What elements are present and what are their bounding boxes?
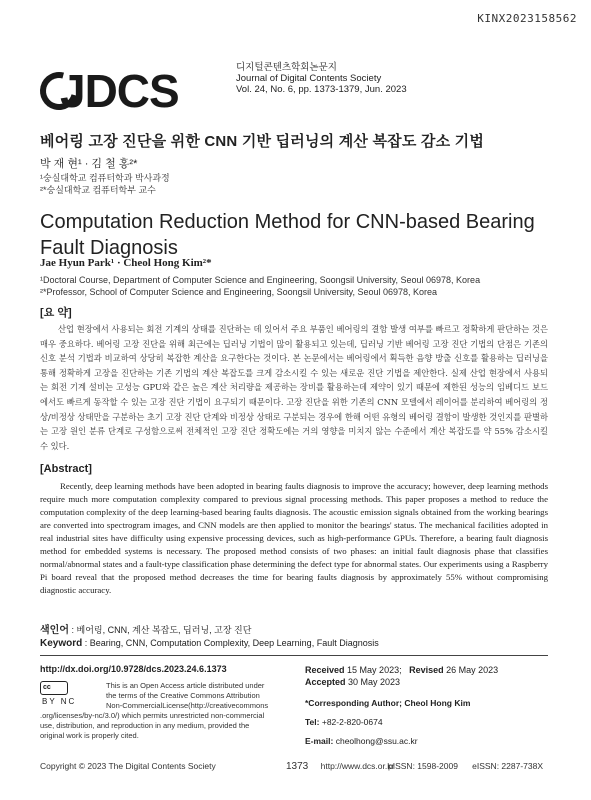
keywords-en-values: : Bearing, CNN, Computation Complexity, Deep Learning, Fault Diagnosis xyxy=(84,638,379,648)
logo-text: JDCS xyxy=(60,65,179,117)
license-line-5: use, distribution, and reproduction in any medium, provided the xyxy=(40,721,250,730)
journal-name-ko: 디지털콘텐츠학회논문지 xyxy=(236,62,337,73)
received-date: 15 May 2023; xyxy=(347,665,402,675)
accepted-date: 30 May 2023 xyxy=(348,677,401,687)
divider xyxy=(40,655,548,656)
license-line-2: the terms of the Creative Commons Attribution xyxy=(106,691,260,700)
affiliation-ko-2: ²*숭실대학교 컴퓨터학부 교수 xyxy=(40,185,156,195)
authors-english: Jae Hyun Park¹ · Cheol Hong Kim²* xyxy=(40,257,212,269)
affiliations-korean xyxy=(40,172,170,196)
affiliation-en-1: ¹Doctoral Course, Department of Computer Science and Engineering, Soongsil University, Seoul 06978, Korea xyxy=(40,275,481,285)
journal-info xyxy=(236,62,407,95)
journal-volume: Vol. 24, No. 6, pp. 1373-1379, Jun. 2023 xyxy=(236,84,407,95)
email-value[interactable]: cheolhong@ssu.ac.kr xyxy=(335,736,418,746)
tel-label: Tel: xyxy=(305,717,320,727)
footer-copyright: Copyright © 2023 The Digital Contents Society xyxy=(40,761,216,771)
article-dates xyxy=(305,664,498,688)
license-line-4: .org/licenses/by-nc/3.0/) which permits unrestricted non-commercial xyxy=(40,711,265,720)
journal-name-en: Journal of Digital Contents Society xyxy=(236,73,382,84)
received-label: Received xyxy=(305,665,345,675)
abstract-en-heading: [Abstract] xyxy=(40,463,92,475)
email-label: E-mail: xyxy=(305,736,334,746)
accepted-label: Accepted xyxy=(305,677,346,687)
pissn: pISSN: 1598-2009 xyxy=(388,761,458,771)
document-id: KINX2023158562 xyxy=(477,12,577,25)
keywords-korean xyxy=(40,621,251,636)
keywords-ko-values: : 베어링, CNN, 계산 복잡도, 딥러닝, 고장 진단 xyxy=(71,625,252,635)
cc-license-icon: cc xyxy=(40,681,68,695)
by-nc-icon: BY NC xyxy=(42,697,77,706)
authors-korean: 박 재 현¹ · 김 철 홍²* xyxy=(40,158,138,170)
title-korean: 베어링 고장 진단을 위한 CNN 기반 딥러닝의 계산 복잡도 감소 기법 xyxy=(40,133,485,150)
page-number: 1373 xyxy=(286,761,309,772)
revised-label: Revised xyxy=(409,665,444,675)
license-line-3: Non-CommercialLicense(http://creativecommons xyxy=(106,701,269,710)
abstract-english: Recently, deep learning methods have been adopted in bearing faults diagnosis to improve the accuracy; however, deep learning methods require much more computation complexity compared to previous signal processing methods. This paper proposes a method to reduce the computation complexity of the deep learning-based bearing faults diagnosis. The acoustic emission signals obtained from the working bearings are converted into spectrogram images, and CNN models are then applied to monitor the bearings' status. The mechanical facilities adopted in real industrial sites have difficulty using expensive processing devices, such as high-performance GPUs. Therefore, a bearing fault diagnosis method for embedded systems is necessary. The proposed method consists of two phases: an initial fault diagnosis phase that classifies normal/abnormal states and a fault-type classification phase determining the defect type for abnormal states. Our experiments using a Raspberry Pi board reveal that the proposed method decreases the time for bearing faults diagnosis by approximately 55% without compromising diagnostic accuracy. xyxy=(40,481,548,595)
eissn: eISSN: 2287-738X xyxy=(472,761,544,771)
revised-date: 26 May 2023 xyxy=(446,665,499,675)
keywords-english xyxy=(40,638,379,649)
tel-value: +82-2-820-0674 xyxy=(321,717,383,727)
license-text xyxy=(40,681,280,741)
footer-url[interactable]: http://www.dcs.or.kr xyxy=(320,761,395,771)
license-line-1: This is an Open Access article distributed under xyxy=(106,681,265,690)
footer-center xyxy=(286,761,394,772)
corresponding-info xyxy=(305,697,470,748)
affiliations-english xyxy=(40,274,480,298)
title-english: Computation Reduction Method for CNN-based Bearing Fault Diagnosis xyxy=(40,211,535,259)
abstract-korean: 산업 현장에서 사용되는 회전 기계의 상태를 진단하는 데 있어서 주요 부품인 베어링의 결함 발생 여부를 빠르고 정확하게 판단하는 것은 매우 중요하다. 베어링 고장 진단을 위해 최근에는 딥러닝 기법이 많이 활용되고 있는데, 딥러닝 기반 베어링 고장 진단 기법의 단점은 기존의 신호 분석 기법과 비교하여 상당히 복잡한 계산을 요구한다는 것이다. 본 논문에서는 베어링에서 획득한 음향 방출 신호를 활용하는 딥러닝을 통해 정확하게 고장을 진단하는 기존 기법의 계산 복잡도를 크게 감소시킬 수 있는 새로운 진단 기법을 제안한다. 실제 산업 현장에서 사용되는 회전 기계 설비는 고성능 GPU와 같은 높은 계산 처리량을 제공하는 장비를 활용하는데 제약이 있기 때문에 제한된 성능의 임베디드 보드에서도 빠르게 동작할 수 있는 고장 진단 기법이 요구되기 때문이다. 고장 진단을 위한 기존의 CNN 모델에서 레이어를 분리하여 베어링의 정상/비정상 상태만을 구분하는 초기 고장 진단 단계와 비정상 상태로 구분되는 경우에 한해 어떤 유형의 베어링 결함이 발생한 것인지를 판별하는 고장 원인 분류 단계로 구성함으로써 전체적인 고장 진단 정확도에는 거의 영향을 미치지 않는 수준에서 계산 복잡도를 약 55% 감소시킬 수 있다. xyxy=(40,324,548,451)
keywords-en-label: Keyword xyxy=(40,638,83,649)
corresponding-author: *Corresponding Author; Cheol Hong Kim xyxy=(305,698,471,708)
footer-issn xyxy=(388,761,543,771)
affiliation-ko-1: ¹숭실대학교 컴퓨터학과 박사과정 xyxy=(40,173,170,183)
abstract-ko-heading: [요 약] xyxy=(40,307,72,319)
license-line-6: original work is properly cited. xyxy=(40,731,139,740)
keywords-ko-label: 색인어 xyxy=(40,625,69,636)
doi-link[interactable]: http://dx.doi.org/10.9728/dcs.2023.24.6.1373 xyxy=(40,664,227,674)
affiliation-en-2: ²*Professor, School of Computer Science and Engineering, Soongsil University, Seoul 06978, Korea xyxy=(40,287,438,297)
